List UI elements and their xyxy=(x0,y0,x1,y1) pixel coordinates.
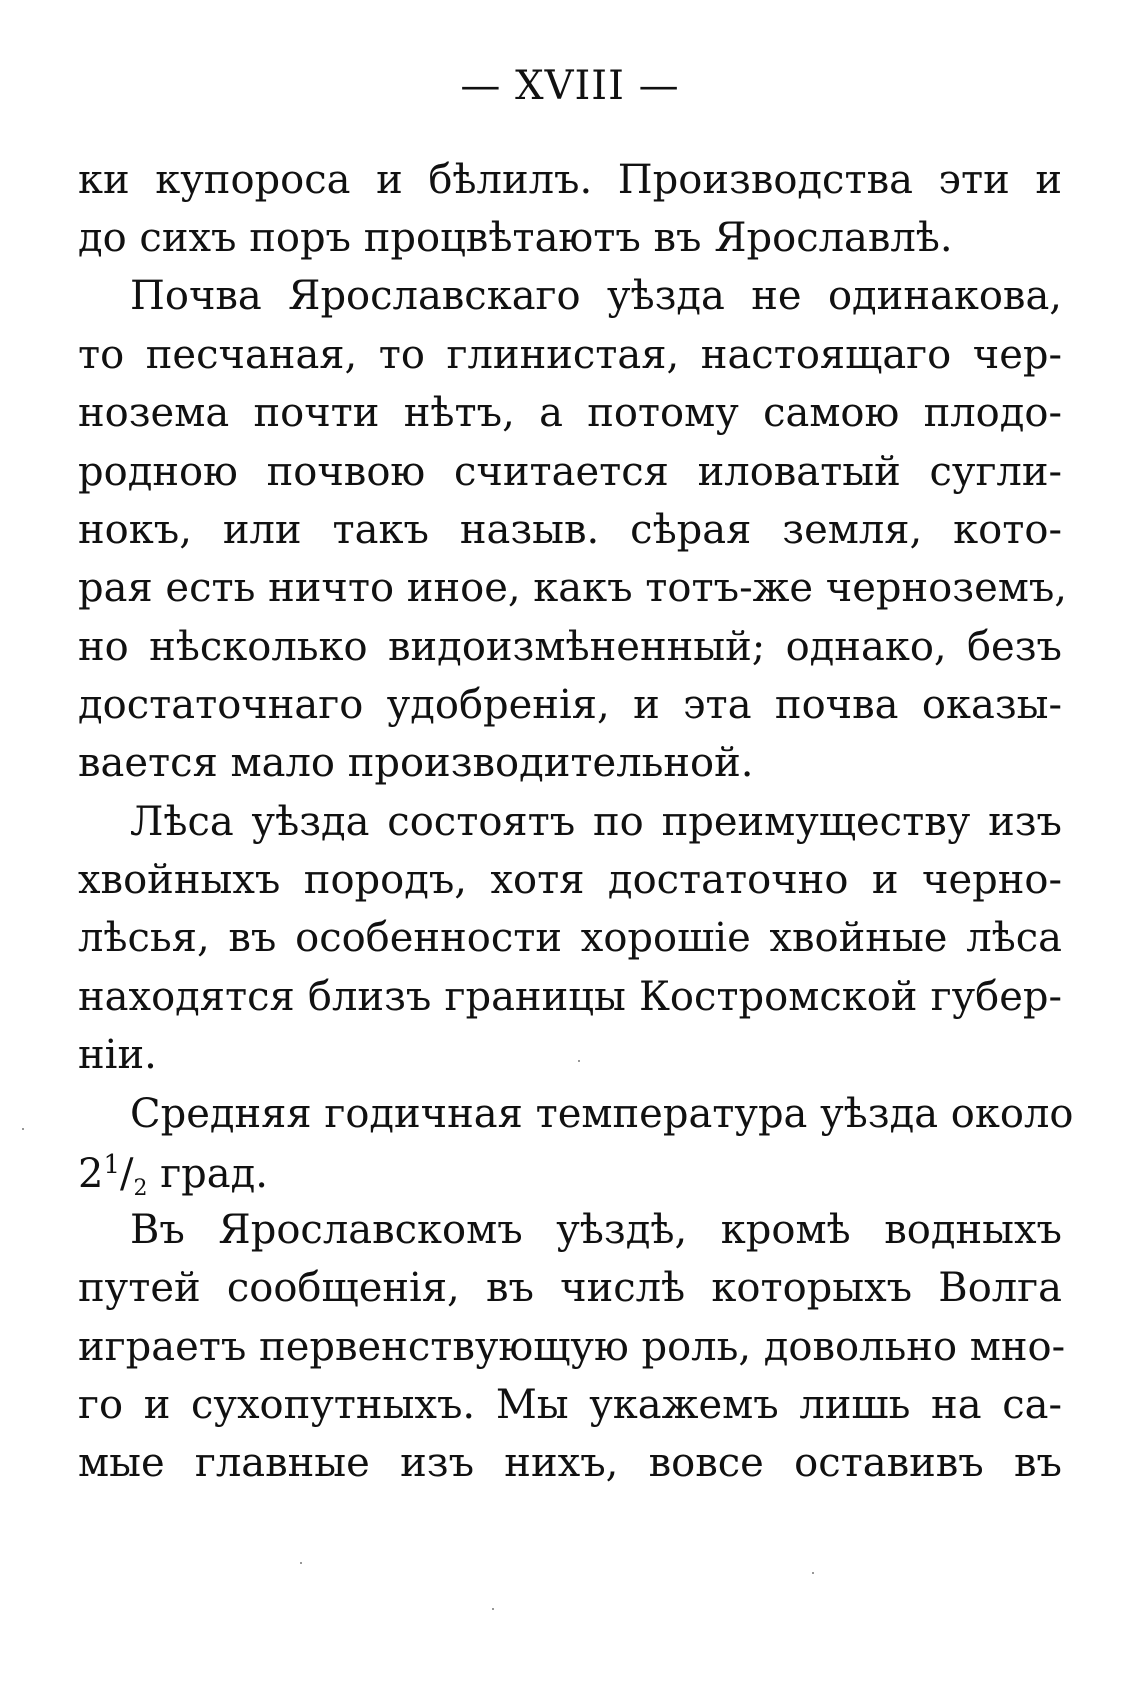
scan-speck xyxy=(22,1128,24,1130)
text-line: путей сообщенія, въ числѣ которыхъ Волга xyxy=(78,1265,1062,1311)
text-line: мые главные изъ нихъ, вовсе оставивъ въ xyxy=(78,1440,1062,1486)
unit-text: град. xyxy=(147,1151,268,1197)
text-line: родною почвою считается иловатый сугли- xyxy=(78,449,1062,495)
text-line: лѣсья, въ особенности хорошіе хвойные лѣса xyxy=(78,915,1062,961)
text-line-fraction xyxy=(78,1152,1062,1200)
text-line: до сихъ поръ процвѣтаютъ въ Ярославлѣ. xyxy=(78,215,953,261)
text-line: ки купороса и бѣлилъ. Производства эти и xyxy=(78,157,1062,203)
text-line: Почва Ярославскаго уѣзда не одинакова, xyxy=(130,273,1062,319)
scan-speck xyxy=(492,1608,494,1610)
scan-speck xyxy=(812,1572,814,1574)
text-line: но нѣсколько видоизмѣненный; однако, безъ xyxy=(78,624,1062,670)
text-line: го и сухопутныхъ. Мы укажемъ лишь на са- xyxy=(78,1382,1062,1428)
page-number-header: — XVIII — xyxy=(460,63,680,109)
fraction-denominator: 2 xyxy=(133,1176,148,1201)
text-line: хвойныхъ породъ, хотя достаточно и черно- xyxy=(78,857,1062,903)
text-line: вается мало производительной. xyxy=(78,740,754,786)
fraction-slash: / xyxy=(120,1151,134,1197)
text-line: то песчаная, то глинистая, настоящаго чер- xyxy=(78,332,1062,378)
text-line: нокъ, или такъ назыв. сѣрая земля, кото- xyxy=(78,507,1062,553)
text-line: рая есть ничто иное, какъ тотъ-же черноземъ, xyxy=(78,565,1068,611)
text-line: играетъ первенствующую роль, довольно мно- xyxy=(78,1324,1066,1370)
text-line: нозема почти нѣтъ, а потому самою плодо- xyxy=(78,390,1062,436)
text-line: ніи. xyxy=(78,1032,157,1078)
whole-number: 2 xyxy=(78,1151,104,1197)
scan-speck xyxy=(578,1060,580,1062)
fraction-numerator: 1 xyxy=(103,1150,120,1180)
text-line: Въ Ярославскомъ уѣздѣ, кромѣ водныхъ xyxy=(130,1207,1062,1253)
scan-speck xyxy=(300,1562,302,1564)
text-line: Средняя годичная температура уѣзда около xyxy=(130,1091,1074,1137)
text-line: Лѣса уѣзда состоятъ по преимуществу изъ xyxy=(130,799,1062,845)
text-line: находятся близъ границы Костромской губер- xyxy=(78,974,1062,1020)
text-line: достаточнаго удобренія, и эта почва оказы- xyxy=(78,682,1062,728)
